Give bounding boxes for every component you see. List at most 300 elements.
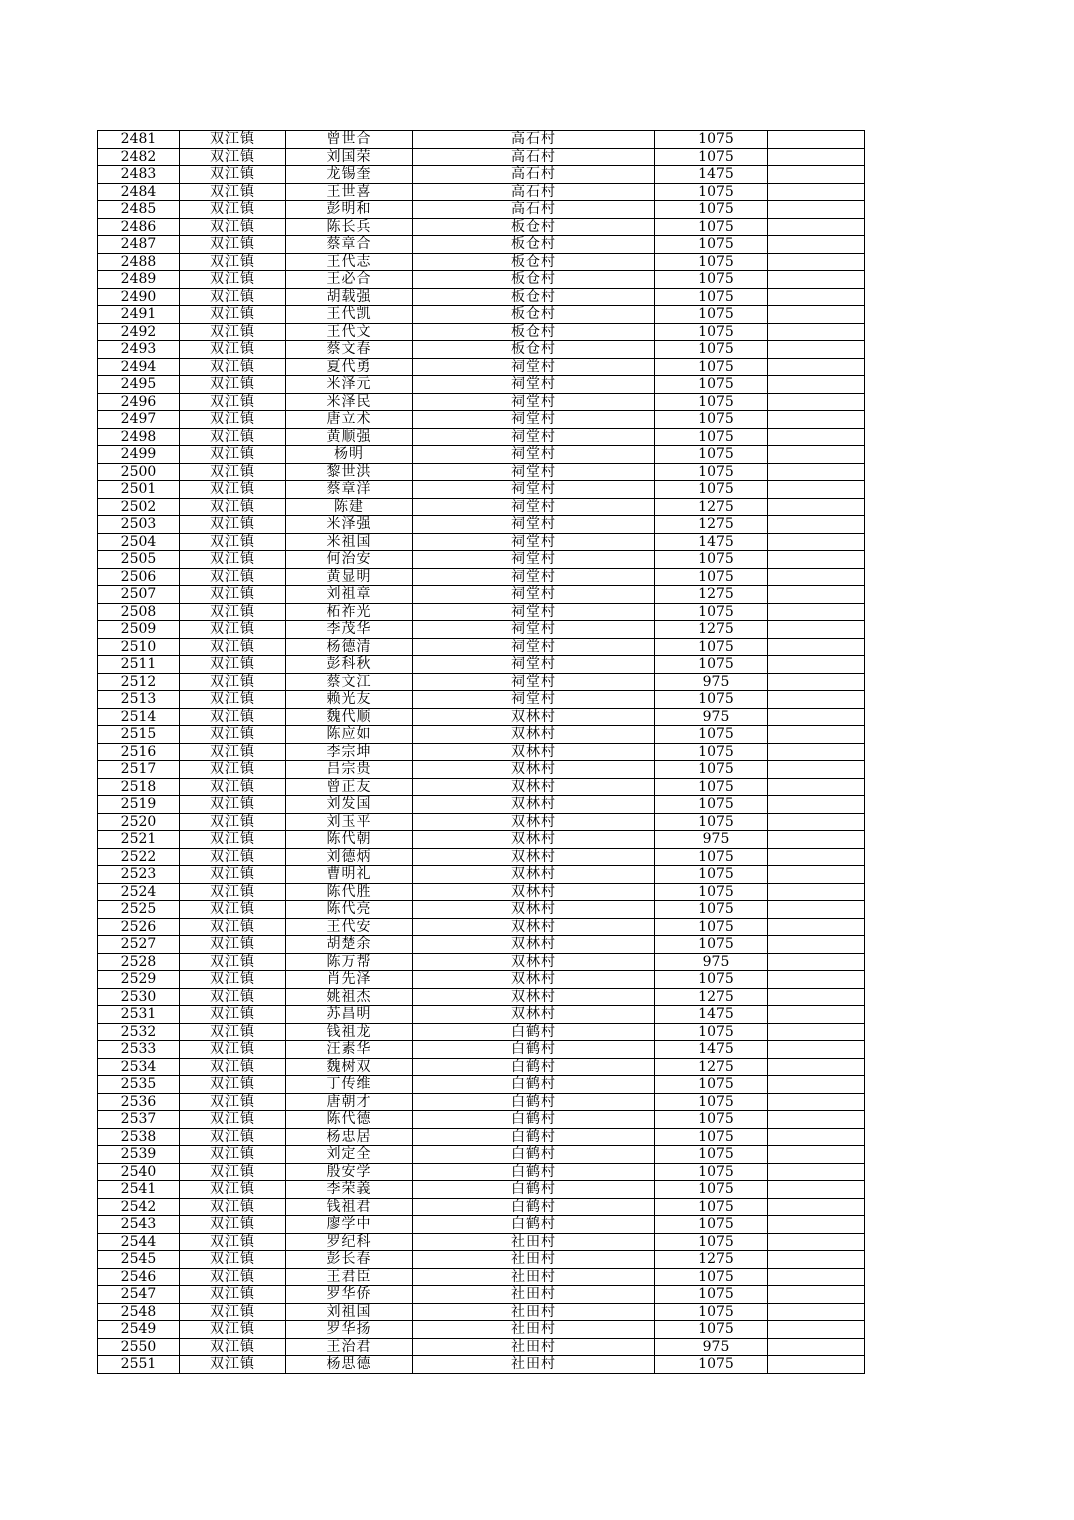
town-cell: 双江镇 <box>180 533 286 551</box>
town-cell: 双江镇 <box>180 1216 286 1234</box>
remark-cell <box>768 673 865 691</box>
remark-cell <box>768 533 865 551</box>
town-cell: 双江镇 <box>180 393 286 411</box>
table-row <box>98 988 865 1006</box>
amount-cell: 1075 <box>655 341 768 359</box>
row-number-cell: 2542 <box>98 1198 180 1216</box>
village-cell: 双林村 <box>413 848 655 866</box>
table-row <box>98 1198 865 1216</box>
amount-cell: 1075 <box>655 813 768 831</box>
row-number-cell: 2510 <box>98 638 180 656</box>
row-number-cell: 2483 <box>98 166 180 184</box>
amount-cell: 1075 <box>655 866 768 884</box>
table-row <box>98 516 865 534</box>
village-cell: 板仓村 <box>413 236 655 254</box>
row-number-cell: 2551 <box>98 1356 180 1374</box>
amount-cell: 1075 <box>655 306 768 324</box>
town-cell: 双江镇 <box>180 848 286 866</box>
amount-cell: 1075 <box>655 201 768 219</box>
amount-cell: 1075 <box>655 323 768 341</box>
remark-cell <box>768 446 865 464</box>
amount-cell: 1075 <box>655 1023 768 1041</box>
village-cell: 祠堂村 <box>413 673 655 691</box>
name-cell: 曾正友 <box>286 778 413 796</box>
town-cell: 双江镇 <box>180 288 286 306</box>
remark-cell <box>768 1251 865 1269</box>
remark-cell <box>768 1321 865 1339</box>
town-cell: 双江镇 <box>180 271 286 289</box>
town-cell: 双江镇 <box>180 1041 286 1059</box>
name-cell: 王代文 <box>286 323 413 341</box>
remark-cell <box>768 691 865 709</box>
table-row <box>98 1216 865 1234</box>
remark-cell <box>768 743 865 761</box>
table-row <box>98 498 865 516</box>
remark-cell <box>768 516 865 534</box>
remark-cell <box>768 796 865 814</box>
table-row <box>98 708 865 726</box>
name-cell: 杨忠居 <box>286 1128 413 1146</box>
amount-cell: 1075 <box>655 883 768 901</box>
remark-cell <box>768 1216 865 1234</box>
name-cell: 米泽元 <box>286 376 413 394</box>
table-row <box>98 936 865 954</box>
town-cell: 双江镇 <box>180 743 286 761</box>
amount-cell: 1075 <box>655 1146 768 1164</box>
name-cell: 杨思德 <box>286 1356 413 1374</box>
village-cell: 高石村 <box>413 183 655 201</box>
name-cell: 蔡文春 <box>286 341 413 359</box>
name-cell: 罗纪科 <box>286 1233 413 1251</box>
village-cell: 白鹤村 <box>413 1198 655 1216</box>
row-number-cell: 2521 <box>98 831 180 849</box>
village-cell: 高石村 <box>413 131 655 149</box>
amount-cell: 1075 <box>655 1093 768 1111</box>
row-number-cell: 2495 <box>98 376 180 394</box>
table-row <box>98 411 865 429</box>
remark-cell <box>768 201 865 219</box>
name-cell: 王必合 <box>286 271 413 289</box>
row-number-cell: 2509 <box>98 621 180 639</box>
amount-cell: 1075 <box>655 743 768 761</box>
remark-cell <box>768 1163 865 1181</box>
remark-cell <box>768 918 865 936</box>
amount-cell: 1075 <box>655 1286 768 1304</box>
town-cell: 双江镇 <box>180 971 286 989</box>
village-cell: 板仓村 <box>413 306 655 324</box>
table-row <box>98 1303 865 1321</box>
name-cell: 陈代朝 <box>286 831 413 849</box>
amount-cell: 1075 <box>655 726 768 744</box>
table-row <box>98 1111 865 1129</box>
amount-cell: 1075 <box>655 638 768 656</box>
amount-cell: 1075 <box>655 1216 768 1234</box>
village-cell: 祠堂村 <box>413 358 655 376</box>
name-cell: 刘玉平 <box>286 813 413 831</box>
remark-cell <box>768 883 865 901</box>
row-number-cell: 2550 <box>98 1338 180 1356</box>
row-number-cell: 2488 <box>98 253 180 271</box>
village-cell: 双林村 <box>413 988 655 1006</box>
name-cell: 魏树双 <box>286 1058 413 1076</box>
table-row <box>98 1286 865 1304</box>
row-number-cell: 2522 <box>98 848 180 866</box>
town-cell: 双江镇 <box>180 778 286 796</box>
table-row <box>98 691 865 709</box>
village-cell: 祠堂村 <box>413 481 655 499</box>
town-cell: 双江镇 <box>180 166 286 184</box>
remark-cell <box>768 183 865 201</box>
remark-cell <box>768 288 865 306</box>
name-cell: 陈长兵 <box>286 218 413 236</box>
name-cell: 刘德炳 <box>286 848 413 866</box>
row-number-cell: 2494 <box>98 358 180 376</box>
name-cell: 陈代胜 <box>286 883 413 901</box>
name-cell: 彭科秋 <box>286 656 413 674</box>
table-row <box>98 638 865 656</box>
village-cell: 白鹤村 <box>413 1058 655 1076</box>
name-cell: 陈代亮 <box>286 901 413 919</box>
table-row <box>98 236 865 254</box>
remark-cell <box>768 323 865 341</box>
village-cell: 祠堂村 <box>413 376 655 394</box>
table-row <box>98 778 865 796</box>
table-row <box>98 831 865 849</box>
town-cell: 双江镇 <box>180 1163 286 1181</box>
town-cell: 双江镇 <box>180 1023 286 1041</box>
remark-cell <box>768 253 865 271</box>
village-cell: 双林村 <box>413 918 655 936</box>
town-cell: 双江镇 <box>180 376 286 394</box>
village-cell: 双林村 <box>413 883 655 901</box>
town-cell: 双江镇 <box>180 953 286 971</box>
village-cell: 白鹤村 <box>413 1041 655 1059</box>
town-cell: 双江镇 <box>180 586 286 604</box>
row-number-cell: 2538 <box>98 1128 180 1146</box>
town-cell: 双江镇 <box>180 603 286 621</box>
town-cell: 双江镇 <box>180 236 286 254</box>
row-number-cell: 2540 <box>98 1163 180 1181</box>
town-cell: 双江镇 <box>180 638 286 656</box>
amount-cell: 1075 <box>655 428 768 446</box>
table-row <box>98 1181 865 1199</box>
table-row <box>98 533 865 551</box>
village-cell: 祠堂村 <box>413 568 655 586</box>
table-row <box>98 323 865 341</box>
row-number-cell: 2505 <box>98 551 180 569</box>
row-number-cell: 2487 <box>98 236 180 254</box>
name-cell: 蔡章合 <box>286 236 413 254</box>
table-row <box>98 166 865 184</box>
row-number-cell: 2524 <box>98 883 180 901</box>
name-cell: 李茂华 <box>286 621 413 639</box>
table-row <box>98 288 865 306</box>
name-cell: 廖学中 <box>286 1216 413 1234</box>
town-cell: 双江镇 <box>180 1338 286 1356</box>
row-number-cell: 2497 <box>98 411 180 429</box>
amount-cell: 1075 <box>655 288 768 306</box>
village-cell: 双林村 <box>413 796 655 814</box>
town-cell: 双江镇 <box>180 446 286 464</box>
town-cell: 双江镇 <box>180 813 286 831</box>
amount-cell: 975 <box>655 831 768 849</box>
town-cell: 双江镇 <box>180 918 286 936</box>
village-cell: 祠堂村 <box>413 621 655 639</box>
town-cell: 双江镇 <box>180 323 286 341</box>
remark-cell <box>768 901 865 919</box>
table-row <box>98 1321 865 1339</box>
village-cell: 社田村 <box>413 1233 655 1251</box>
name-cell: 吕宗贵 <box>286 761 413 779</box>
town-cell: 双江镇 <box>180 1198 286 1216</box>
remark-cell <box>768 761 865 779</box>
table-row <box>98 271 865 289</box>
name-cell: 胡楚余 <box>286 936 413 954</box>
village-cell: 板仓村 <box>413 271 655 289</box>
table-row <box>98 971 865 989</box>
remark-cell <box>768 586 865 604</box>
village-cell: 白鹤村 <box>413 1023 655 1041</box>
name-cell: 蔡章洋 <box>286 481 413 499</box>
amount-cell: 1075 <box>655 446 768 464</box>
table-row <box>98 1041 865 1059</box>
village-cell: 祠堂村 <box>413 691 655 709</box>
remark-cell <box>768 848 865 866</box>
table-row <box>98 1023 865 1041</box>
name-cell: 杨德清 <box>286 638 413 656</box>
row-number-cell: 2489 <box>98 271 180 289</box>
town-cell: 双江镇 <box>180 148 286 166</box>
name-cell: 陈代德 <box>286 1111 413 1129</box>
table-row <box>98 446 865 464</box>
village-cell: 白鹤村 <box>413 1181 655 1199</box>
village-cell: 白鹤村 <box>413 1111 655 1129</box>
remark-cell <box>768 1076 865 1094</box>
row-number-cell: 2485 <box>98 201 180 219</box>
village-cell: 板仓村 <box>413 341 655 359</box>
village-cell: 祠堂村 <box>413 463 655 481</box>
town-cell: 双江镇 <box>180 691 286 709</box>
village-cell: 白鹤村 <box>413 1093 655 1111</box>
village-cell: 白鹤村 <box>413 1076 655 1094</box>
town-cell: 双江镇 <box>180 901 286 919</box>
amount-cell: 1075 <box>655 1321 768 1339</box>
amount-cell: 1275 <box>655 1251 768 1269</box>
name-cell: 黎世洪 <box>286 463 413 481</box>
table-row <box>98 848 865 866</box>
table-row <box>98 148 865 166</box>
table-row <box>98 568 865 586</box>
amount-cell: 975 <box>655 708 768 726</box>
town-cell: 双江镇 <box>180 201 286 219</box>
town-cell: 双江镇 <box>180 1076 286 1094</box>
town-cell: 双江镇 <box>180 463 286 481</box>
amount-cell: 1075 <box>655 1076 768 1094</box>
name-cell: 汪素华 <box>286 1041 413 1059</box>
town-cell: 双江镇 <box>180 1111 286 1129</box>
table-row <box>98 393 865 411</box>
amount-cell: 1075 <box>655 358 768 376</box>
name-cell: 柘祚光 <box>286 603 413 621</box>
remark-cell <box>768 568 865 586</box>
name-cell: 丁传维 <box>286 1076 413 1094</box>
remark-cell <box>768 463 865 481</box>
town-cell: 双江镇 <box>180 1146 286 1164</box>
name-cell: 曹明礼 <box>286 866 413 884</box>
amount-cell: 1275 <box>655 516 768 534</box>
remark-cell <box>768 498 865 516</box>
amount-cell: 1075 <box>655 131 768 149</box>
row-number-cell: 2547 <box>98 1286 180 1304</box>
remark-cell <box>768 813 865 831</box>
table-row <box>98 673 865 691</box>
town-cell: 双江镇 <box>180 568 286 586</box>
row-number-cell: 2512 <box>98 673 180 691</box>
amount-cell: 1475 <box>655 1041 768 1059</box>
name-cell: 唐朝才 <box>286 1093 413 1111</box>
row-number-cell: 2527 <box>98 936 180 954</box>
name-cell: 何治安 <box>286 551 413 569</box>
remark-cell <box>768 638 865 656</box>
amount-cell: 1075 <box>655 568 768 586</box>
table-row <box>98 883 865 901</box>
remark-cell <box>768 236 865 254</box>
town-cell: 双江镇 <box>180 883 286 901</box>
village-cell: 板仓村 <box>413 253 655 271</box>
name-cell: 王治君 <box>286 1338 413 1356</box>
amount-cell: 1075 <box>655 603 768 621</box>
remark-cell <box>768 988 865 1006</box>
amount-cell: 1075 <box>655 236 768 254</box>
remark-cell <box>768 148 865 166</box>
amount-cell: 975 <box>655 673 768 691</box>
remark-cell <box>768 936 865 954</box>
town-cell: 双江镇 <box>180 656 286 674</box>
name-cell: 赖光友 <box>286 691 413 709</box>
village-cell: 祠堂村 <box>413 393 655 411</box>
remark-cell <box>768 341 865 359</box>
remark-cell <box>768 603 865 621</box>
town-cell: 双江镇 <box>180 708 286 726</box>
row-number-cell: 2537 <box>98 1111 180 1129</box>
remark-cell <box>768 1128 865 1146</box>
amount-cell: 1075 <box>655 936 768 954</box>
table-row <box>98 1163 865 1181</box>
amount-cell: 1075 <box>655 656 768 674</box>
name-cell: 肖先泽 <box>286 971 413 989</box>
village-cell: 双林村 <box>413 971 655 989</box>
remark-cell <box>768 1338 865 1356</box>
name-cell: 李宗坤 <box>286 743 413 761</box>
remark-cell <box>768 411 865 429</box>
remark-cell <box>768 358 865 376</box>
village-cell: 白鹤村 <box>413 1163 655 1181</box>
town-cell: 双江镇 <box>180 1286 286 1304</box>
amount-cell: 1075 <box>655 1303 768 1321</box>
town-cell: 双江镇 <box>180 726 286 744</box>
town-cell: 双江镇 <box>180 1268 286 1286</box>
village-cell: 祠堂村 <box>413 638 655 656</box>
row-number-cell: 2531 <box>98 1006 180 1024</box>
name-cell: 刘发国 <box>286 796 413 814</box>
table-row <box>98 621 865 639</box>
amount-cell: 1275 <box>655 1058 768 1076</box>
row-number-cell: 2519 <box>98 796 180 814</box>
name-cell: 黄显明 <box>286 568 413 586</box>
remark-cell <box>768 1093 865 1111</box>
row-number-cell: 2532 <box>98 1023 180 1041</box>
remark-cell <box>768 656 865 674</box>
amount-cell: 1075 <box>655 1268 768 1286</box>
amount-cell: 1075 <box>655 1111 768 1129</box>
amount-cell: 1275 <box>655 586 768 604</box>
remark-cell <box>768 1146 865 1164</box>
table-row <box>98 866 865 884</box>
row-number-cell: 2482 <box>98 148 180 166</box>
remark-cell <box>768 831 865 849</box>
village-cell: 社田村 <box>413 1251 655 1269</box>
table-row <box>98 743 865 761</box>
remark-cell <box>768 166 865 184</box>
amount-cell: 1075 <box>655 551 768 569</box>
village-cell: 社田村 <box>413 1321 655 1339</box>
row-number-cell: 2481 <box>98 131 180 149</box>
table-body <box>98 131 865 1374</box>
amount-cell: 1475 <box>655 166 768 184</box>
village-cell: 双林村 <box>413 866 655 884</box>
village-cell: 双林村 <box>413 761 655 779</box>
village-cell: 祠堂村 <box>413 498 655 516</box>
remark-cell <box>768 708 865 726</box>
amount-cell: 975 <box>655 1338 768 1356</box>
remark-cell <box>768 1041 865 1059</box>
town-cell: 双江镇 <box>180 253 286 271</box>
remark-cell <box>768 131 865 149</box>
remark-cell <box>768 778 865 796</box>
amount-cell: 1075 <box>655 1128 768 1146</box>
village-cell: 双林村 <box>413 743 655 761</box>
village-cell: 高石村 <box>413 148 655 166</box>
village-cell: 祠堂村 <box>413 411 655 429</box>
remark-cell <box>768 428 865 446</box>
village-cell: 双林村 <box>413 726 655 744</box>
village-cell: 板仓村 <box>413 288 655 306</box>
row-number-cell: 2518 <box>98 778 180 796</box>
village-cell: 双林村 <box>413 708 655 726</box>
village-cell: 双林村 <box>413 953 655 971</box>
table-row <box>98 358 865 376</box>
village-cell: 双林村 <box>413 936 655 954</box>
row-number-cell: 2515 <box>98 726 180 744</box>
table-row <box>98 603 865 621</box>
remark-cell <box>768 481 865 499</box>
row-number-cell: 2498 <box>98 428 180 446</box>
table-row <box>98 586 865 604</box>
amount-cell: 975 <box>655 953 768 971</box>
table-row <box>98 918 865 936</box>
village-cell: 社田村 <box>413 1356 655 1374</box>
remark-cell <box>768 1111 865 1129</box>
village-cell: 高石村 <box>413 166 655 184</box>
amount-cell: 1075 <box>655 393 768 411</box>
amount-cell: 1475 <box>655 1006 768 1024</box>
village-cell: 祠堂村 <box>413 656 655 674</box>
name-cell: 罗华侨 <box>286 1286 413 1304</box>
table-row <box>98 428 865 446</box>
town-cell: 双江镇 <box>180 358 286 376</box>
row-number-cell: 2534 <box>98 1058 180 1076</box>
row-number-cell: 2545 <box>98 1251 180 1269</box>
